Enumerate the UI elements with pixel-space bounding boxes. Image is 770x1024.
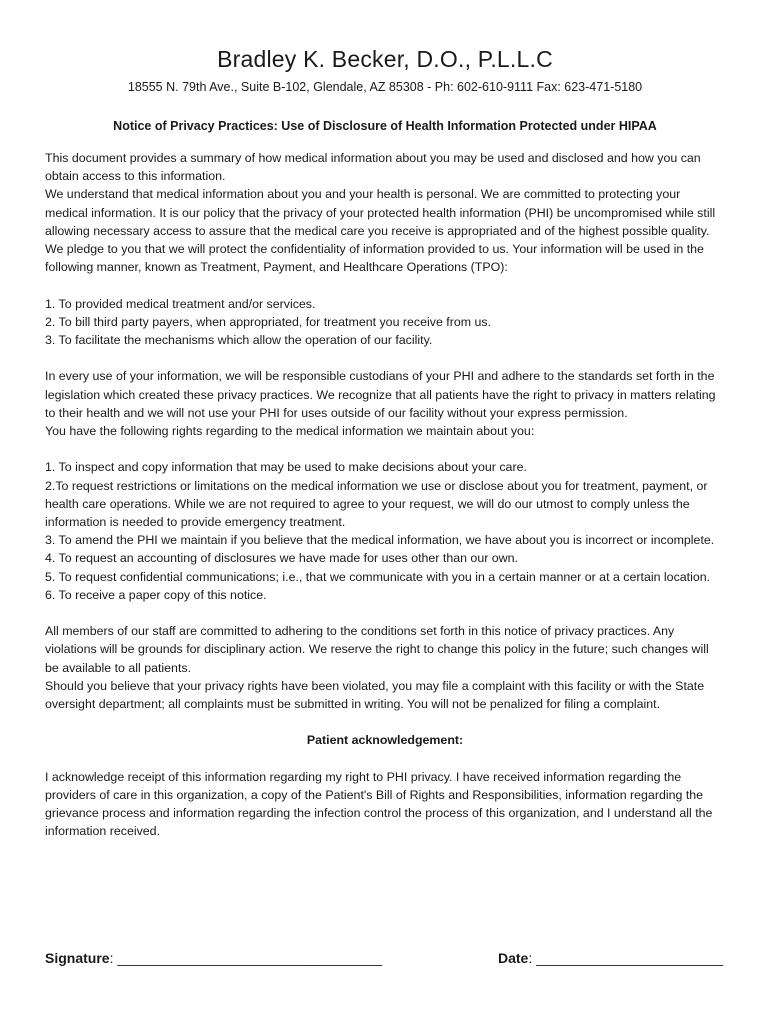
complaint-paragraph: Should you believe that your privacy rights have been violated, you may file a complaint with this facility or with the State oversight department; all complaints must be submitted in writing. You will not be penalized for filing a complaint. [45, 678, 705, 712]
date-field[interactable] [498, 948, 723, 968]
signature-field[interactable] [45, 948, 382, 968]
rights-list-item: 3. To amend the PHI we maintain if you believe that the medical information, we have about you is incorrect or incomplete. [45, 533, 715, 548]
acknowledgement-text: I acknowledge receipt of this information regarding my right to PHI privacy. I have received information regarding the providers of care in this organization, a copy of the Patient's Bill of Rights and Responsibilities, information regarding the grievance process and information regarding the infection control the process of this organization, and I understand all the information received. [45, 769, 713, 839]
intro-paragraph: We pledge to you that we will protect the confidentiality of information provided to us. Your information will be used in the following manner, known as Treatment, Payment, and Healthcare Operations (TPO): [45, 242, 704, 275]
tpo-list-item: 2. To bill third party payers, when appropriated, for treatment you receive from us. [45, 314, 492, 329]
practice-address: 18555 N. 79th Ave., Suite B-102, Glendale, AZ 85308 - Ph: 602-610-9111 Fax: 623-471-5180 [127, 80, 643, 94]
acknowledgement-heading: Patient acknowledgement: [306, 733, 464, 748]
intro-paragraph: We understand that medical information about you and your health is personal. We are committed to protecting your medical information. It is our policy that the privacy of your protected health information (PHI) be uncompromised while still allowing necessary access to assure that the medical care you receive is appropriated and of the highest possible quality. [45, 187, 716, 238]
practice-name: Bradley K. Becker, D.O., P.L.L.C [217, 46, 553, 72]
rights-list-item: 5. To request confidential communications; i.e., that we communicate with you in a certain manner or at a certain location. [45, 569, 711, 584]
rights-list-item: 6. To receive a paper copy of this notice. [45, 587, 267, 602]
rights-list-item: 2.To request restrictions or limitations on the medical information we use or disclose about you for treatment, payment, or health care operations. While we are not required to agree to your request, we will do our utmost to comply unless the information is needed to provide emergency treatment. [45, 478, 708, 530]
tpo-list-item: 3. To facilitate the mechanisms which allow the operation of our facility. [45, 333, 433, 348]
staff-paragraph: All members of our staff are committed to adhering to the conditions set forth in this notice of privacy practices. Any violations will be grounds for disciplinary action. We reserve the right to change this policy in the future; such changes will be available to all patients. [45, 624, 709, 675]
intro-paragraph: This document provides a summary of how medical information about you may be used and disclosed and how you can obtain access to this information. [45, 151, 701, 184]
document-body [45, 149, 725, 841]
signature-line: : __________________________________ [109, 950, 383, 966]
rights-intro: You have the following rights regarding to the medical information we maintain about you: [45, 424, 535, 439]
date-label: Date [498, 950, 529, 966]
custodians-paragraph: In every use of your information, we will be responsible custodians of your PHI and adhere to the standards set forth in the legislation which created these privacy practices. We recognize that all patients have the right to privacy in matters relating to their health and we will not use your PHI for uses outside of our facility without your express permission. [45, 369, 716, 420]
rights-list-item: 4. To request an accounting of disclosures we have made for uses other than our own. [45, 551, 518, 566]
rights-list-item: 1. To inspect and copy information that may be used to make decisions about your care. [45, 460, 527, 475]
date-line: : ________________________ [528, 950, 724, 966]
tpo-list-item: 1. To provided medical treatment and/or services. [45, 296, 316, 311]
notice-title: Notice of Privacy Practices: Use of Disclosure of Health Information Protected under HIPAA [113, 119, 657, 133]
signature-label: Signature [45, 950, 110, 966]
